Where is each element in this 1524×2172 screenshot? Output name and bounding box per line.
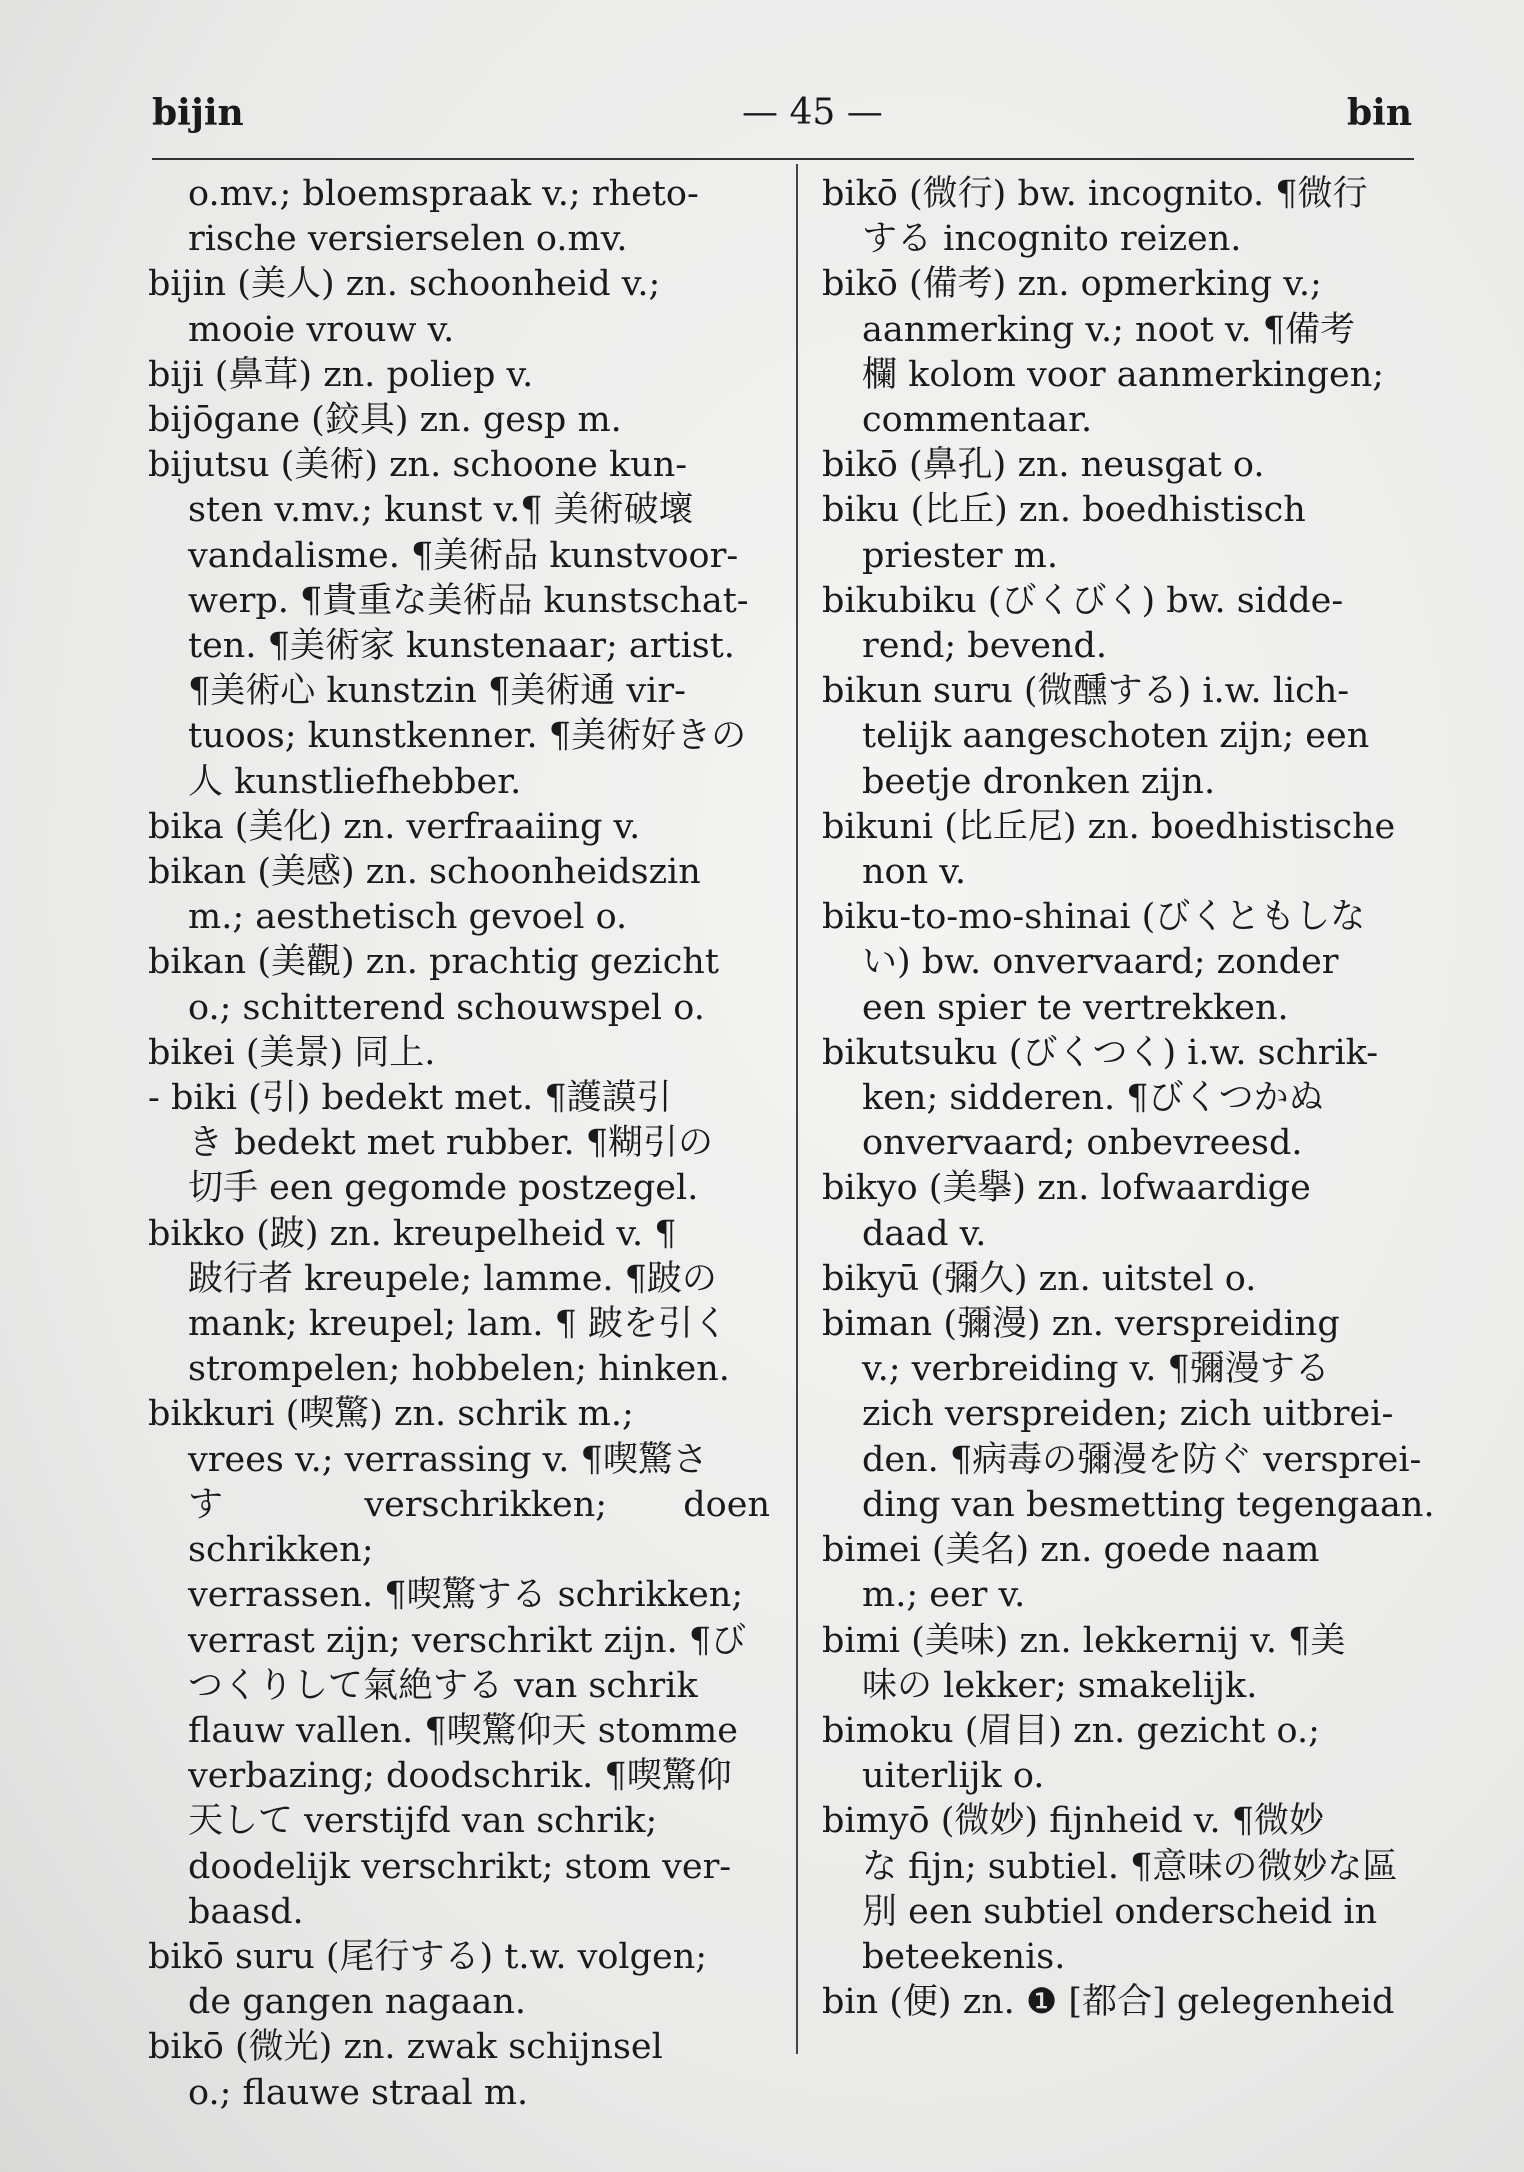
- entry-line: baasd.: [188, 1891, 304, 1932]
- entry-line: mank; kreupel; lam. ¶ 跛を引く: [188, 1304, 729, 1345]
- dictionary-entry: [822, 669, 1452, 805]
- dictionary-entry: [148, 2025, 770, 2115]
- entry-line: ding van besmetting tegengaan.: [862, 1484, 1435, 1525]
- dictionary-entry: [148, 1031, 770, 1076]
- left-column: [148, 172, 770, 2116]
- entry-line: 味の lekker; smakelijk.: [862, 1665, 1258, 1706]
- right-column: [822, 172, 1452, 2025]
- entry-line-head: bika (美化) zn. verfraaiing v.: [148, 806, 641, 847]
- dictionary-entry: [822, 895, 1452, 1031]
- entry-line-head: bikō (備考) zn. opmerking v.;: [822, 264, 1322, 305]
- entry-line: mooie vrouw v.: [188, 309, 455, 350]
- entry-line: onvervaard; onbevreesd.: [862, 1123, 1303, 1164]
- dictionary-entry: [822, 1799, 1452, 1980]
- entry-line: sten v.mv.; kunst v.¶ 美術破壞: [188, 490, 694, 531]
- dictionary-entry: [148, 172, 770, 262]
- entry-line-head: bikuni (比丘尼) zn. boedhistische: [822, 806, 1396, 847]
- dictionary-entry: [822, 172, 1452, 262]
- dictionary-entry: [148, 940, 770, 1030]
- entry-line-head: bimoku (眉目) zn. gezicht o.;: [822, 1710, 1320, 1751]
- page-number: — 45 —: [742, 92, 883, 133]
- dictionary-entry: [822, 579, 1452, 669]
- dictionary-entry: [148, 1935, 770, 2025]
- header-rule: [152, 158, 1414, 160]
- entry-line-head: bikyū (彌久) zn. uitstel o.: [822, 1258, 1257, 1299]
- entry-line: 別 een subtiel onderscheid in: [862, 1891, 1378, 1932]
- entry-line-head: bikei (美景) 同上.: [148, 1032, 436, 1073]
- entry-line-head: o.mv.; bloemspraak v.; rheto-: [188, 174, 699, 214]
- dictionary-entry: [148, 353, 770, 398]
- entry-line-head: biman (彌漫) zn. verspreiding: [822, 1304, 1340, 1345]
- dictionary-entry: [822, 1031, 1452, 1167]
- entry-line-head: biku-to-mo-shinai (びくともしな: [822, 897, 1366, 938]
- dictionary-entry: [148, 1212, 770, 1393]
- entry-line: vandalisme. ¶美術品 kunstvoor-: [188, 535, 739, 576]
- entry-line: する incognito reizen.: [862, 219, 1242, 260]
- entry-line: す verschrikken; doen schrikken;: [188, 1484, 770, 1571]
- entry-line-head: bikun suru (微醺する) i.w. lich-: [822, 671, 1350, 712]
- dictionary-entry: [822, 1709, 1452, 1799]
- entry-line-head: bikō (微行) bw. incognito. ¶微行: [822, 174, 1368, 214]
- entry-line: な fijn; subtiel. ¶意味の微妙な區: [862, 1846, 1398, 1887]
- entry-line: de gangen nagaan.: [188, 1982, 527, 2023]
- dictionary-entry: [822, 1528, 1452, 1618]
- dictionary-entry: [148, 850, 770, 940]
- header-left-guideword: bijin: [152, 92, 244, 134]
- entry-line: rend; bevend.: [862, 626, 1107, 667]
- header-right-guideword: bin: [1346, 92, 1412, 134]
- dictionary-entry: [822, 1980, 1452, 2025]
- entry-line-head: bikō (鼻孔) zn. neusgat o.: [822, 445, 1265, 486]
- entry-line: beteekenis.: [862, 1936, 1066, 1977]
- dictionary-entry: [148, 1076, 770, 1212]
- running-header: [152, 92, 1412, 142]
- entry-line-head: bikko (跛) zn. kreupelheid v. ¶: [148, 1213, 677, 1254]
- entry-line: werp. ¶貴重な美術品 kunstschat-: [188, 580, 749, 621]
- entry-line: m.; aesthetisch gevoel o.: [188, 897, 628, 938]
- entry-line: つくりして氣絶する van schrik: [188, 1665, 698, 1706]
- entry-line: 跛行者 kreupele; lamme. ¶跛の: [188, 1258, 717, 1299]
- entry-line: き bedekt met rubber. ¶糊引の: [188, 1123, 714, 1164]
- entry-line: o.; schitterend schouwspel o.: [188, 987, 705, 1028]
- entry-line: non v.: [862, 852, 967, 893]
- entry-line-head: biku (比丘) zn. boedhistisch: [822, 490, 1306, 531]
- entry-line: doodelijk verschrikt; stom ver-: [188, 1846, 732, 1887]
- entry-line-head: bimi (美味) zn. lekkernij v. ¶美: [822, 1620, 1346, 1661]
- entry-line: ken; sidderen. ¶びくつかぬ: [862, 1078, 1324, 1119]
- entry-line-head: biji (鼻茸) zn. poliep v.: [148, 354, 534, 395]
- entry-line: o.; flauwe straal m.: [188, 2072, 529, 2113]
- entry-line-head: bikyo (美擧) zn. lofwaardige: [822, 1168, 1311, 1209]
- entry-line: verrassen. ¶喫驚する schrikken;: [188, 1575, 744, 1616]
- entry-line-head: bikutsuku (びくつく) i.w. schrik-: [822, 1032, 1379, 1073]
- entry-line: vrees v.; verrassing v. ¶喫驚さ: [188, 1439, 708, 1480]
- entry-line-head: bijin (美人) zn. schoonheid v.;: [148, 264, 661, 305]
- entry-line: ten. ¶美術家 kunstenaar; artist.: [188, 626, 735, 667]
- entry-line: ¶美術心 kunstzin ¶美術通 vir-: [188, 671, 686, 712]
- entry-line: い) bw. onvervaard; zonder: [862, 942, 1339, 983]
- dictionary-entry: [148, 443, 770, 805]
- dictionary-entry: [822, 1257, 1452, 1302]
- entry-line: m.; eer v.: [862, 1575, 1026, 1616]
- entry-line: priester m.: [862, 535, 1058, 576]
- dictionary-entry: [148, 1392, 770, 1934]
- entry-line: tuoos; kunstkenner. ¶美術好きの: [188, 716, 747, 757]
- dictionary-entry: [822, 488, 1452, 578]
- entry-line: v.; verbreiding v. ¶彌漫する: [862, 1349, 1330, 1390]
- entry-line-head: bikkuri (喫驚) zn. schrik m.;: [148, 1394, 634, 1435]
- entry-line-head: bikō (微光) zn. zwak schijnsel: [148, 2027, 663, 2068]
- entry-line-head: - biki (引) bedekt met. ¶護謨引: [148, 1078, 672, 1119]
- dictionary-entry: [822, 1619, 1452, 1709]
- entry-line: commentaar.: [862, 400, 1093, 441]
- entry-line: een spier te vertrekken.: [862, 987, 1289, 1028]
- entry-line-head: bikan (美感) zn. schoonheidszin: [148, 852, 701, 893]
- dictionary-entry: [822, 262, 1452, 443]
- entry-line-head: bimyō (微妙) fijnheid v. ¶微妙: [822, 1801, 1325, 1842]
- entry-line-head: bikō suru (尾行する) t.w. volgen;: [148, 1936, 708, 1977]
- entry-line: telijk aangeschoten zijn; een: [862, 716, 1370, 757]
- entry-line: strompelen; hobbelen; hinken.: [188, 1349, 730, 1390]
- entry-line: flauw vallen. ¶喫驚仰天 stomme: [188, 1710, 738, 1751]
- column-divider: [796, 164, 798, 2054]
- entry-line: 天して verstijfd van schrik;: [188, 1801, 658, 1842]
- entry-line: zich verspreiden; zich uitbrei-: [862, 1394, 1394, 1435]
- dictionary-entry: [148, 398, 770, 443]
- entry-line: 人 kunstliefhebber.: [188, 761, 522, 802]
- dictionary-entry: [822, 443, 1452, 488]
- entry-line: verbazing; doodschrik. ¶喫驚仰: [188, 1756, 732, 1797]
- entry-line: den. ¶病毒の彌漫を防ぐ versprei-: [862, 1439, 1422, 1480]
- dictionary-entry: [148, 262, 770, 352]
- entry-line-head: bin (便) zn. ❶ [都合] gelegenheid: [822, 1982, 1395, 2023]
- entry-line: verrast zijn; verschrikt zijn. ¶び: [188, 1620, 747, 1661]
- entry-line: beetje dronken zijn.: [862, 761, 1216, 802]
- entry-line: uiterlijk o.: [862, 1756, 1045, 1797]
- dictionary-entry: [822, 805, 1452, 895]
- dictionary-entry: [148, 805, 770, 850]
- entry-line-head: bikan (美觀) zn. prachtig gezicht: [148, 942, 719, 983]
- entry-line-head: bijōgane (鉸具) zn. gesp m.: [148, 400, 622, 441]
- entry-line-head: bikubiku (びくびく) bw. sidde-: [822, 580, 1344, 621]
- dictionary-entry: [822, 1166, 1452, 1256]
- dictionary-entry: [822, 1302, 1452, 1528]
- entry-line: aanmerking v.; noot v. ¶備考: [862, 309, 1356, 350]
- entry-line-head: bijutsu (美術) zn. schoone kun-: [148, 445, 688, 486]
- entry-line: 欄 kolom voor aanmerkingen;: [862, 354, 1385, 395]
- entry-line: rische versierselen o.mv.: [188, 219, 628, 260]
- entry-line-head: bimei (美名) zn. goede naam: [822, 1530, 1320, 1571]
- entry-line: 切手 een gegomde postzegel.: [188, 1168, 699, 1209]
- entry-line: daad v.: [862, 1213, 987, 1254]
